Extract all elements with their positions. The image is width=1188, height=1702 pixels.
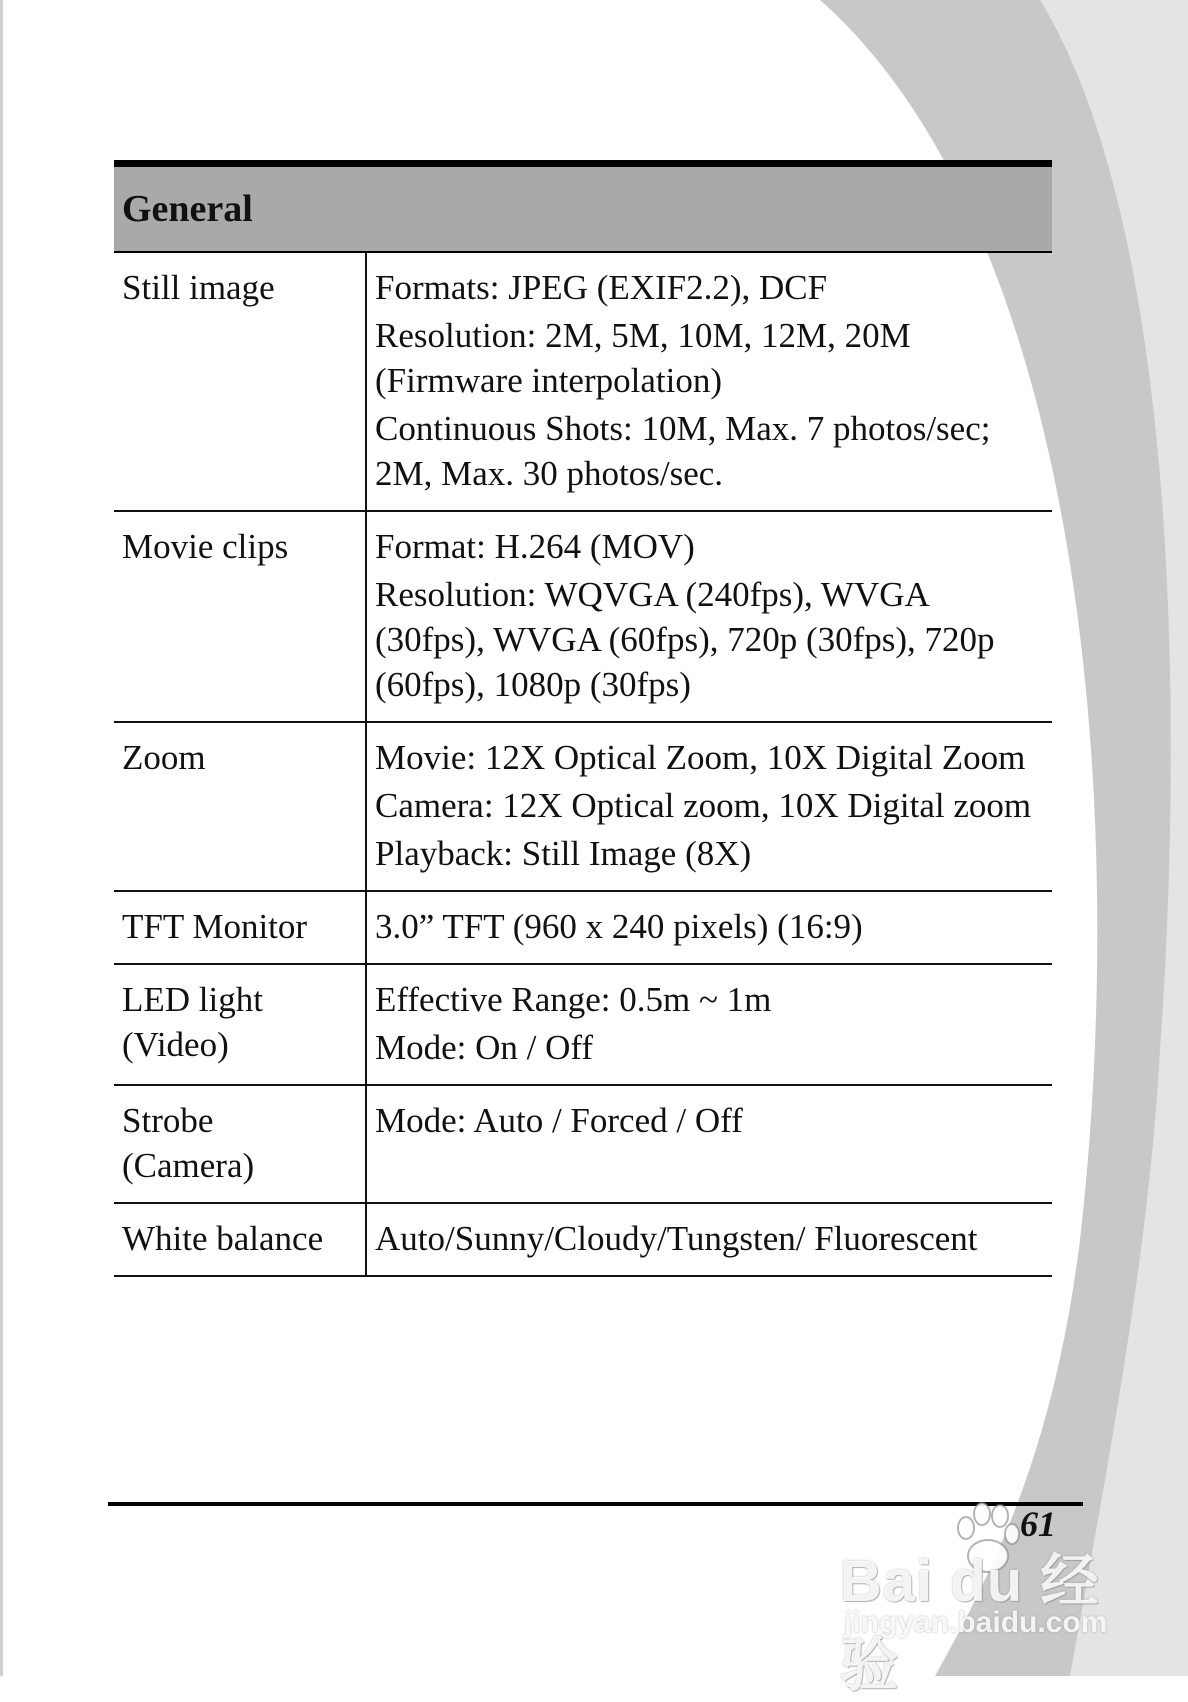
specifications-table — [114, 160, 1052, 1277]
table-header-row — [114, 164, 1052, 253]
spec-value-line: 3.0” TFT (960 x 240 pixels) (16:9) — [375, 907, 863, 946]
spec-value-cell — [366, 722, 1052, 891]
spec-label-cell — [114, 964, 366, 1085]
spec-value-cell — [366, 1203, 1052, 1276]
spec-label: (Video) — [122, 1025, 229, 1064]
table-row — [114, 891, 1052, 964]
spec-value-cell — [366, 891, 1052, 964]
table-row — [114, 1085, 1052, 1203]
table-row — [114, 964, 1052, 1085]
spec-label-cell — [114, 511, 366, 722]
baidu-jingyan-watermark — [840, 1498, 1130, 1698]
spec-label: LED light — [122, 980, 263, 1019]
spec-label: Strobe — [122, 1101, 214, 1140]
spec-value-line: Format: H.264 (MOV) — [375, 527, 695, 566]
page-number: 61 — [1020, 1504, 1056, 1544]
spec-label-cell — [114, 722, 366, 891]
spec-value-cell — [366, 252, 1052, 511]
spec-value-line: Resolution: 2M, 5M, 10M, 12M, 20M (Firmware interpolation) — [375, 316, 911, 400]
spec-label-cell — [114, 1085, 366, 1203]
specifications-body — [114, 252, 1052, 1276]
spec-label: Zoom — [122, 738, 206, 777]
spec-value-cell — [366, 511, 1052, 722]
spec-value-line: Effective Range: 0.5m ~ 1m — [375, 980, 772, 1019]
spec-label-cell — [114, 891, 366, 964]
spec-label: (Camera) — [122, 1146, 255, 1185]
spec-value-line: Formats: JPEG (EXIF2.2), DCF — [375, 268, 828, 307]
spec-label-cell — [114, 1203, 366, 1276]
spec-value-line: Mode: On / Off — [375, 1028, 594, 1067]
spec-value-cell — [366, 964, 1052, 1085]
section-header-general: General — [114, 164, 1052, 253]
spec-value-cell — [366, 1085, 1052, 1203]
table-row — [114, 1203, 1052, 1276]
spec-value-line: Continuous Shots: 10M, Max. 7 photos/sec; 2M, Max. 30 photos/sec. — [375, 409, 991, 493]
table-row — [114, 722, 1052, 891]
spec-label: TFT Monitor — [122, 907, 308, 946]
spec-value-line: Mode: Auto / Forced / Off — [375, 1101, 743, 1140]
spec-label: Movie clips — [122, 527, 289, 566]
table-row — [114, 252, 1052, 511]
spec-value-line: Camera: 12X Optical zoom, 10X Digital zoom — [375, 786, 1032, 825]
watermark-url: jingyan.baidu.com — [844, 1606, 1108, 1639]
spec-label: White balance — [122, 1219, 324, 1258]
table-row — [114, 511, 1052, 722]
spec-label-cell — [114, 252, 366, 511]
spec-value-line: Movie: 12X Optical Zoom, 10X Digital Zoom — [375, 738, 1026, 777]
spec-value-line: Resolution: WQVGA (240fps), WVGA (30fps), WVGA (60fps), 720p (30fps), 720p (60fps), 1080p (30fps) — [375, 575, 995, 704]
watermark-brand: Bai du 经验 — [840, 1549, 1100, 1698]
spec-label: Still image — [122, 268, 275, 307]
spec-value-line: Auto/Sunny/Cloudy/Tungsten/ Fluorescent — [375, 1219, 978, 1258]
spec-value-line: Playback: Still Image (8X) — [375, 834, 752, 873]
